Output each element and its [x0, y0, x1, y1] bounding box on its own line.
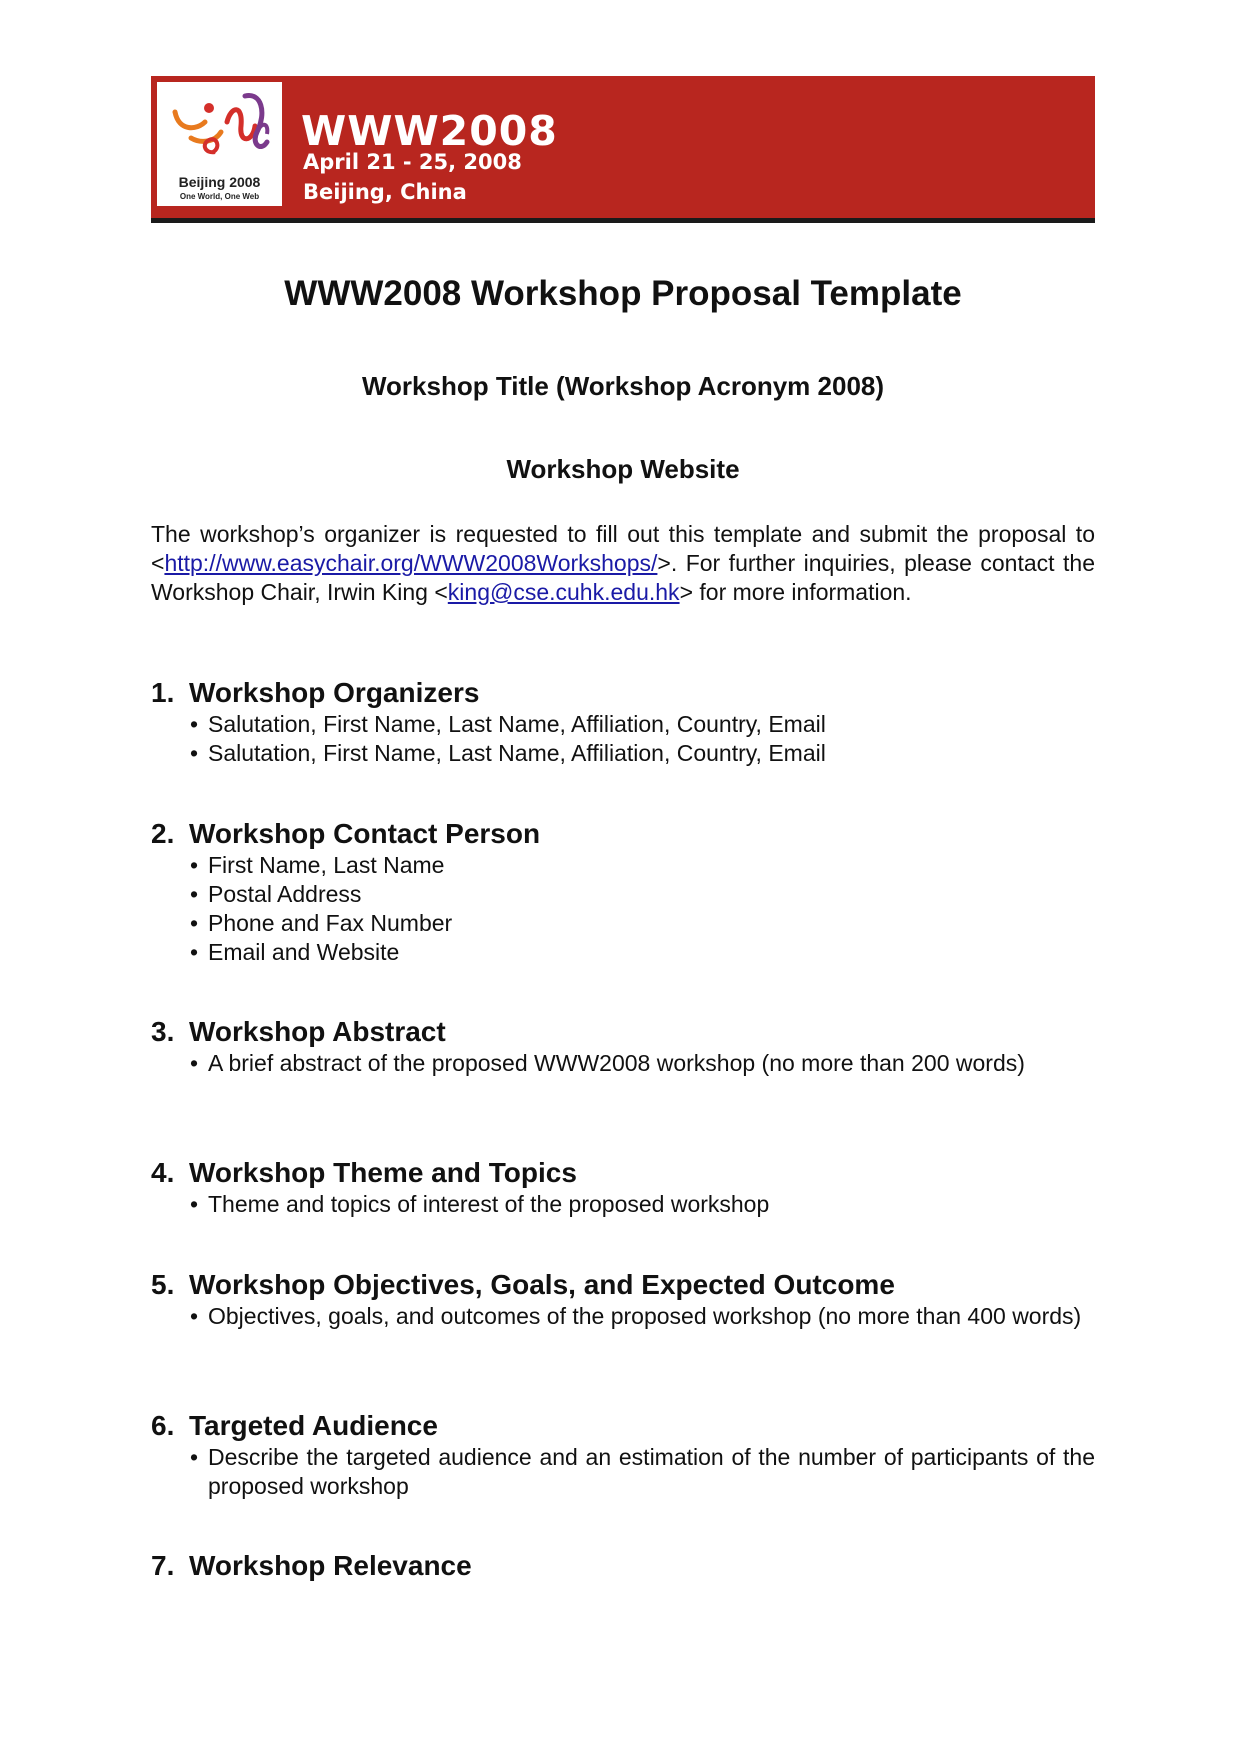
section-title: Workshop Relevance: [189, 1550, 472, 1581]
list-item: • First Name, Last Name: [190, 852, 445, 878]
bullet-icon: •: [190, 711, 199, 737]
banner-divider: [151, 218, 1095, 223]
section-number: 6.: [151, 1410, 175, 1441]
section-title: Workshop Theme and Topics: [189, 1157, 577, 1188]
list-item: • Salutation, First Name, Last Name, Affiliation, Country, Email: [190, 711, 826, 737]
bullet-icon: •: [190, 1191, 199, 1217]
section-list: [151, 851, 1095, 967]
list-item: • Postal Address: [190, 881, 362, 907]
section-title: Workshop Abstract: [189, 1016, 446, 1047]
workshop-title-placeholder: Workshop Title (Workshop Acronym 2008): [361, 371, 885, 401]
section-number: 2.: [151, 818, 175, 849]
section-list: [151, 1302, 1095, 1331]
intro-text-3: > for more information.: [679, 579, 912, 605]
section-number: 4.: [151, 1157, 175, 1188]
document-title: WWW2008 Workshop Proposal Template: [284, 274, 962, 313]
logo-slogan: One World, One Web: [179, 192, 260, 201]
conference-dates: April 21 - 25, 2008: [303, 150, 522, 174]
section-title: Workshop Organizers: [189, 677, 480, 708]
section-number: 5.: [151, 1269, 175, 1300]
section-heading: [151, 1015, 1095, 1049]
section-organizers: [151, 676, 1095, 768]
chair-email-link[interactable]: king@cse.cuhk.edu.hk: [447, 579, 680, 605]
section-number: 1.: [151, 677, 175, 708]
section-number: 7.: [151, 1550, 175, 1581]
conference-location: Beijing, China: [303, 180, 467, 204]
section-list: [151, 1443, 1095, 1501]
logo-city: Beijing 2008: [178, 174, 261, 190]
section-list: [151, 710, 1095, 768]
conference-name: WWW2008: [301, 107, 558, 155]
section-heading: [151, 1409, 1095, 1443]
section-contact-person: [151, 817, 1095, 967]
section-objectives: [151, 1268, 1095, 1331]
submission-link[interactable]: http://www.easychair.org/WWW2008Workshops/: [164, 550, 658, 576]
list-item: • Phone and Fax Number: [190, 910, 453, 936]
list-item: • Describe the targeted audience and an estimation of the number of participants of the proposed workshop: [190, 1444, 1095, 1499]
section-heading: [151, 676, 1095, 710]
section-heading: [151, 1549, 1095, 1583]
section-heading: [151, 1268, 1095, 1302]
section-list: [151, 1049, 1095, 1078]
bullet-icon: •: [190, 1444, 199, 1470]
bullet-icon: •: [190, 881, 199, 907]
section-targeted-audience: [151, 1409, 1095, 1501]
section-title: Workshop Objectives, Goals, and Expected Outcome: [189, 1269, 895, 1300]
section-list: [151, 1190, 1095, 1219]
section-theme-topics: [151, 1156, 1095, 1219]
list-item: • Salutation, First Name, Last Name, Affiliation, Country, Email: [190, 740, 826, 766]
bullet-icon: •: [190, 910, 199, 936]
list-item: • Theme and topics of interest of the proposed workshop: [190, 1191, 770, 1217]
bullet-icon: •: [190, 852, 199, 878]
list-item: • Objectives, goals, and outcomes of the proposed workshop (no more than 400 words): [190, 1303, 1082, 1329]
bullet-icon: •: [190, 939, 199, 965]
section-number: 3.: [151, 1016, 175, 1047]
www2008-ribbon-logo-icon: [157, 82, 282, 174]
conference-banner: [151, 76, 1095, 221]
list-item: • A brief abstract of the proposed WWW2008 workshop (no more than 200 words): [190, 1050, 1025, 1076]
bullet-icon: •: [190, 1303, 199, 1329]
intro-text-2: >. For further inquiries, please contact the Workshop Chair, Irwin King <: [151, 550, 1095, 605]
section-title: Workshop Contact Person: [189, 818, 541, 849]
section-relevance: [151, 1549, 1095, 1583]
list-item: • Email and Website: [190, 939, 400, 965]
section-heading: [151, 1156, 1095, 1190]
bullet-icon: •: [190, 1050, 199, 1076]
workshop-website-heading: Workshop Website: [506, 454, 740, 484]
bullet-icon: •: [190, 740, 199, 766]
section-heading: [151, 817, 1095, 851]
conference-logo: [157, 82, 282, 206]
section-abstract: [151, 1015, 1095, 1078]
intro-paragraph: [151, 520, 1095, 607]
intro-text-1: The workshop’s organizer is requested to fill out this template and submit the proposal to <: [151, 521, 1095, 576]
section-title: Targeted Audience: [189, 1410, 438, 1441]
